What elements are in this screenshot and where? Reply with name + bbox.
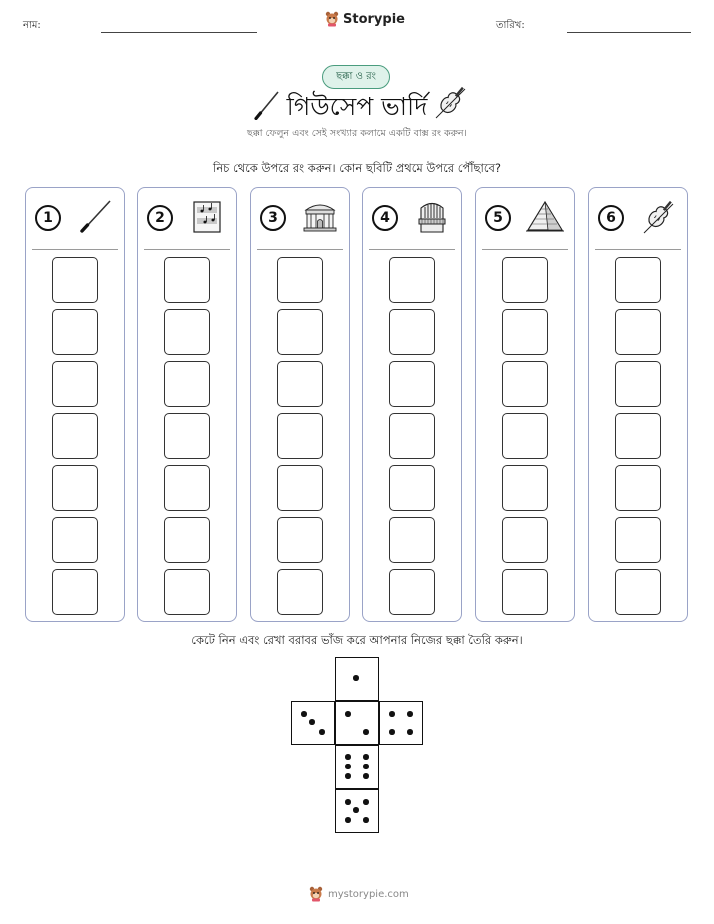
color-box[interactable] xyxy=(277,257,323,303)
name-label: নাম: xyxy=(23,20,41,31)
dice-pip xyxy=(309,719,315,725)
dice-pip xyxy=(407,711,413,717)
column-2 xyxy=(137,187,237,622)
column-5 xyxy=(475,187,575,622)
dice-pip xyxy=(353,675,359,681)
dice-pip xyxy=(389,711,395,717)
footer xyxy=(309,886,409,902)
color-box[interactable] xyxy=(615,465,661,511)
page-title: গিউসেপ ভার্দি xyxy=(286,92,428,121)
question-text: নিচ থেকে উপরে রং করুন। কোন ছবিটি প্রথমে উপরে পৌঁছাবে? xyxy=(213,161,501,175)
dice-face-2 xyxy=(335,701,379,745)
column-6 xyxy=(588,187,688,622)
column-divider xyxy=(595,249,681,250)
color-box[interactable] xyxy=(277,465,323,511)
color-box[interactable] xyxy=(277,413,323,459)
footer-url[interactable]: mystorypie.com xyxy=(328,888,409,900)
column-number: 1 xyxy=(35,205,61,231)
color-box[interactable] xyxy=(502,569,548,615)
column-1 xyxy=(25,187,125,622)
dice-face-6 xyxy=(335,745,379,789)
color-box[interactable] xyxy=(164,361,210,407)
color-box[interactable] xyxy=(52,257,98,303)
color-box[interactable] xyxy=(615,309,661,355)
column-number: 2 xyxy=(147,205,173,231)
dice-pip xyxy=(301,711,307,717)
page-subtitle: ছক্কা ফেলুন এবং সেই সংখ্যার কলামে একটি বাক্স রং করুন। xyxy=(247,128,467,139)
sheet-music-icon xyxy=(188,198,226,236)
column-divider xyxy=(482,249,568,250)
color-box[interactable] xyxy=(164,569,210,615)
color-box[interactable] xyxy=(277,517,323,563)
date-line xyxy=(567,32,691,33)
dice-pip xyxy=(345,764,351,770)
column-number: 3 xyxy=(260,205,286,231)
color-box[interactable] xyxy=(52,465,98,511)
column-divider xyxy=(144,249,230,250)
dice-pip xyxy=(363,817,369,823)
dice-pip xyxy=(345,817,351,823)
color-box[interactable] xyxy=(502,413,548,459)
color-box[interactable] xyxy=(52,413,98,459)
pyramid-icon xyxy=(526,198,564,236)
name-line xyxy=(101,32,257,33)
dice-face-1 xyxy=(335,657,379,701)
dice-face-3 xyxy=(291,701,335,745)
brand-name: Storypie xyxy=(343,11,405,27)
date-label: তারিখ: xyxy=(496,20,525,31)
color-box[interactable] xyxy=(502,257,548,303)
dice-pip xyxy=(319,729,325,735)
color-box[interactable] xyxy=(615,413,661,459)
activity-badge: ছক্কা ও রং xyxy=(322,65,390,89)
dice-instruction: কেটে নিন এবং রেখা বরাবর ভাঁজ করে আপনার নিজের ছক্কা তৈরি করুন। xyxy=(191,633,523,647)
dice-pip xyxy=(363,773,369,779)
color-box[interactable] xyxy=(615,361,661,407)
dice-pip xyxy=(363,729,369,735)
color-box[interactable] xyxy=(164,413,210,459)
mascot-icon xyxy=(309,886,323,902)
color-box[interactable] xyxy=(389,517,435,563)
color-box[interactable] xyxy=(389,465,435,511)
color-box[interactable] xyxy=(615,569,661,615)
color-box[interactable] xyxy=(615,517,661,563)
column-divider xyxy=(369,249,455,250)
dice-pip xyxy=(353,807,359,813)
color-box[interactable] xyxy=(164,309,210,355)
color-box[interactable] xyxy=(389,361,435,407)
color-box[interactable] xyxy=(277,309,323,355)
baton-icon xyxy=(76,198,114,236)
color-box[interactable] xyxy=(52,361,98,407)
pipe-organ-icon xyxy=(413,198,451,236)
dice-pip xyxy=(363,799,369,805)
dice-face-4 xyxy=(379,701,423,745)
dice-pip xyxy=(389,729,395,735)
violin-icon xyxy=(432,84,468,122)
color-box[interactable] xyxy=(502,517,548,563)
color-box[interactable] xyxy=(502,465,548,511)
dice-pip xyxy=(345,799,351,805)
color-box[interactable] xyxy=(277,361,323,407)
column-divider xyxy=(257,249,343,250)
dice-face-5 xyxy=(335,789,379,833)
dice-pip xyxy=(345,754,351,760)
dice-pip xyxy=(363,764,369,770)
dice-pip xyxy=(407,729,413,735)
dice-pip xyxy=(363,754,369,760)
column-3 xyxy=(250,187,350,622)
color-box[interactable] xyxy=(164,517,210,563)
color-box[interactable] xyxy=(52,569,98,615)
color-box[interactable] xyxy=(389,413,435,459)
color-box[interactable] xyxy=(615,257,661,303)
color-box[interactable] xyxy=(164,257,210,303)
color-box[interactable] xyxy=(52,517,98,563)
color-box[interactable] xyxy=(52,309,98,355)
opera-house-icon xyxy=(301,198,339,236)
color-box[interactable] xyxy=(502,361,548,407)
color-box[interactable] xyxy=(164,465,210,511)
column-number: 6 xyxy=(598,205,624,231)
color-box[interactable] xyxy=(389,569,435,615)
column-number: 5 xyxy=(485,205,511,231)
column-4 xyxy=(362,187,462,622)
brand-logo xyxy=(325,11,405,27)
column-number: 4 xyxy=(372,205,398,231)
column-divider xyxy=(32,249,118,250)
color-box[interactable] xyxy=(277,569,323,615)
violin-icon xyxy=(639,198,677,236)
dice-pip xyxy=(345,711,351,717)
mascot-icon xyxy=(325,11,339,27)
dice-pip xyxy=(345,773,351,779)
color-box[interactable] xyxy=(389,309,435,355)
color-box[interactable] xyxy=(502,309,548,355)
color-box[interactable] xyxy=(389,257,435,303)
